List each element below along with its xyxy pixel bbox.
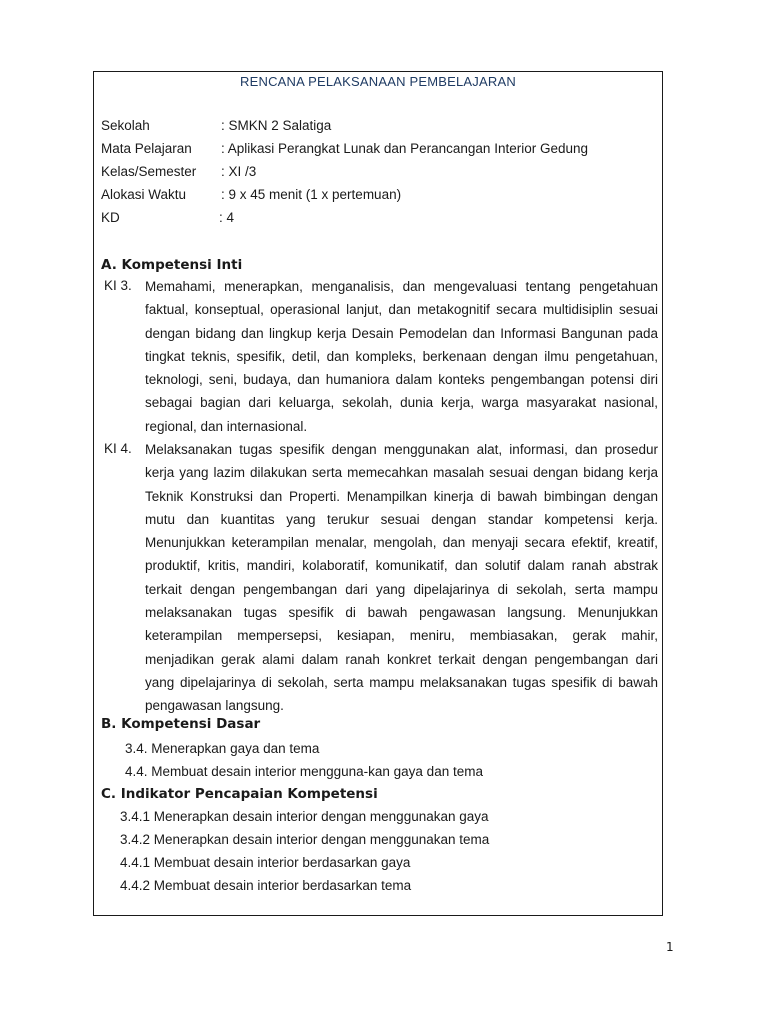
identity-value: : 4	[219, 210, 235, 225]
ki-text: Melaksanakan tugas spesifik dengan menggunakan alat, informasi, dan prosedur kerja yang lazim dilakukan serta memecahkan masalah sesuai dengan bidang kerja Teknik Konstruksi dan Properti. Menampilkan kinerja di bawah bimbingan dengan mutu dan kuantitas yang terukur sesuai dengan standar kompetensi kerja. Menunjukkan keterampilan menalar, mengolah, dan menyaji secara efektif, kreatif, produktif, kritis, mandiri, kolaboratif, komunikatif, dan solutif dalam ranah abstrak terkait dengan pengembangan dari yang dipelajarinya di sekolah, serta mampu melaksanakan tugas spesifik di bawah pengawasan langsung. Menunjukkan keterampilan mempersepsi, kesiapan, meniru, membiasakan, gerak mahir, menjadikan gerak alami dalam ranah konkret terkait dengan pengembangan dari yang dipelajarinya di sekolah, serta mampu melaksanakan tugas spesifik di bawah pengawasan langsung.	[145, 442, 658, 714]
list-item: 4.4.2 Membuat desain interior berdasarkan tema	[120, 878, 412, 893]
document-frame	[93, 71, 663, 916]
identity-label: Mata Pelajaran	[101, 141, 192, 156]
ki-text: Memahami, menerapkan, menganalisis, dan mengevaluasi tentang pengetahuan faktual, konseptual, operasional lanjut, dan metakognitif secara multidisiplin sesuai dengan bidang dan lingkup kerja Desain Pemodelan dan Informasi Bangunan pada tingkat teknis, spesifik, detil, dan kompleks, berkenaan dengan ilmu pengetahuan, teknologi, seni, budaya, dan humaniora dalam konteks pengembangan potensi diri sebagai bagian dari keluarga, sekolah, dunia kerja, warga masyarakat nasional, regional, dan internasional.	[145, 279, 658, 434]
document-title: RENCANA PELAKSANAAN PEMBELAJARAN	[240, 74, 516, 89]
list-item: 3.4.1 Menerapkan desain interior dengan menggunakan gaya	[120, 809, 489, 824]
identity-label: Kelas/Semester	[101, 164, 197, 179]
list-item: 4.4. Membuat desain interior mengguna-kan gaya dan tema	[125, 764, 483, 779]
identity-value: : Aplikasi Perangkat Lunak dan Perancangan Interior Gedung	[221, 141, 588, 156]
section-heading-indikator: C. Indikator Pencapaian Kompetensi	[101, 786, 378, 802]
page-number: 1	[666, 940, 674, 954]
list-item: 4.4.1 Membuat desain interior berdasarkan gaya	[120, 855, 411, 870]
identity-label: Alokasi Waktu	[101, 187, 187, 202]
ki-code: KI 3.	[104, 278, 132, 293]
identity-label: Sekolah	[101, 118, 150, 133]
identity-value: : 9 x 45 menit (1 x pertemuan)	[221, 187, 402, 202]
ki-code: KI 4.	[104, 441, 132, 456]
list-item: 3.4.2 Menerapkan desain interior dengan menggunakan tema	[120, 832, 490, 847]
section-heading-kompetensi-inti: A. Kompetensi Inti	[101, 257, 243, 273]
identity-value: : SMKN 2 Salatiga	[221, 118, 332, 133]
list-item: 3.4. Menerapkan gaya dan tema	[125, 741, 320, 756]
identity-value: : XI /3	[221, 164, 257, 179]
identity-label: KD	[101, 210, 120, 225]
section-heading-kompetensi-dasar: B. Kompetensi Dasar	[101, 716, 261, 732]
